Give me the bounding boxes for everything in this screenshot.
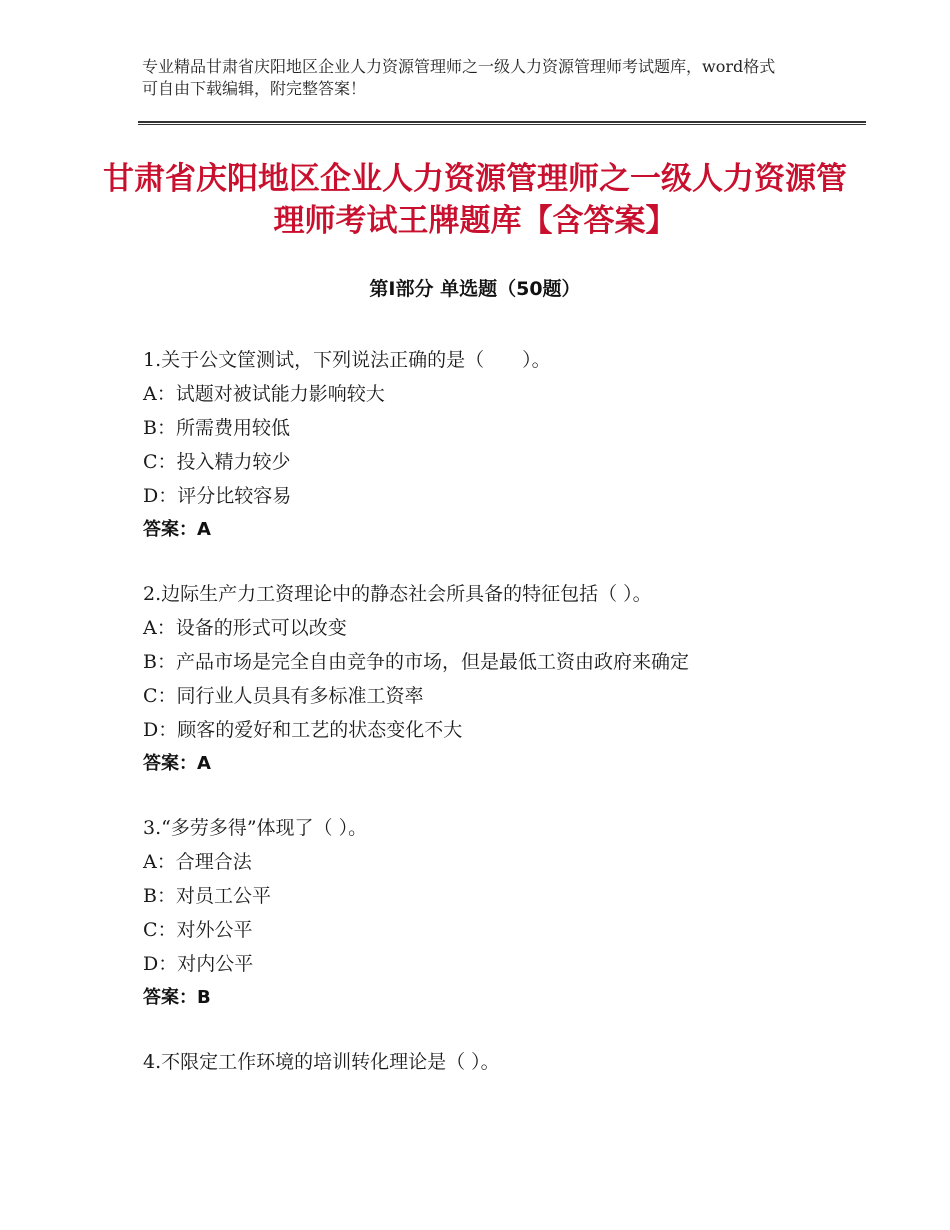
question-2	[143, 577, 863, 781]
option-c: C：对外公平	[143, 919, 253, 941]
option-a: A：试题对被试能力影响较大	[143, 383, 385, 405]
section-title: 第Ⅰ部分 单选题（50题）	[369, 278, 581, 300]
question-4	[143, 1045, 863, 1079]
answer	[143, 513, 863, 547]
option-c: C：同行业人员具有多标准工资率	[143, 685, 424, 707]
question-stem: 2.边际生产力工资理论中的静态社会所具备的特征包括（ ）。	[143, 583, 652, 605]
question-stem: 4.不限定工作环境的培训转化理论是（ ）。	[143, 1051, 500, 1073]
option-a: A：设备的形式可以改变	[143, 617, 347, 639]
option-c: C：投入精力较少	[143, 451, 291, 473]
header-note: 专业精品甘肃省庆阳地区企业人力资源管理师之一级人力资源管理师考试题库，word格式可自由下载编辑，附完整答案！	[142, 57, 776, 98]
answer	[143, 747, 863, 781]
answer	[143, 981, 863, 1015]
question-1	[143, 343, 863, 547]
answer-label: 答案：	[143, 753, 197, 774]
question-3	[143, 811, 863, 1015]
question-list	[143, 343, 863, 1109]
option-a: A：合理合法	[143, 851, 252, 873]
answer-value: A	[197, 753, 211, 774]
option-b: B：所需费用较低	[143, 417, 290, 439]
question-stem: 3.“多劳多得”体现了（ ）。	[143, 817, 368, 839]
option-d: D：评分比较容易	[143, 485, 292, 507]
option-b: B：产品市场是完全自由竞争的市场，但是最低工资由政府来确定	[143, 651, 689, 673]
question-stem: 1.关于公文筐测试，下列说法正确的是（ ）。	[143, 349, 551, 371]
header-divider	[138, 121, 866, 125]
document-title: 甘肃省庆阳地区企业人力资源管理师之一级人力资源管理师考试王牌题库【含答案】	[103, 161, 847, 239]
option-b: B：对员工公平	[143, 885, 271, 907]
answer-value: B	[197, 987, 211, 1008]
answer-label: 答案：	[143, 519, 197, 540]
answer-label: 答案：	[143, 987, 197, 1008]
answer-value: A	[197, 519, 211, 540]
option-d: D：对内公平	[143, 953, 254, 975]
option-d: D：顾客的爱好和工艺的状态变化不大	[143, 719, 463, 741]
